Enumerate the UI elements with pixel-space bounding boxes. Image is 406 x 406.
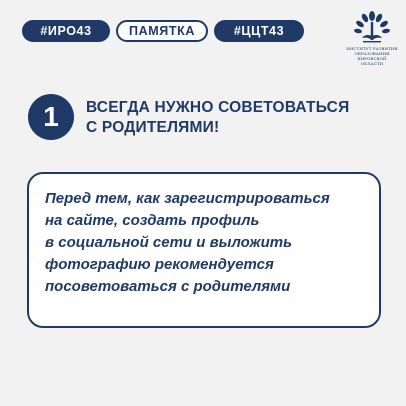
advice-text-line: в социальной сети и выложить — [45, 234, 293, 251]
tag-tsct43[interactable]: #ЦЦТ43 — [214, 20, 304, 42]
advice-text-line: Перед тем, как зарегистрироваться — [45, 190, 330, 207]
step-title-line: ВСЕГДА НУЖНО СОВЕТОВАТЬСЯ — [86, 99, 350, 116]
logo-caption-line: ОБРАЗОВАНИЯ — [354, 51, 390, 56]
advice-card — [27, 172, 381, 328]
advice-text-line: на сайте, создать профиль — [45, 212, 260, 229]
hashtag-row — [22, 20, 304, 42]
advice-text-line: фотографию рекомендуется — [45, 256, 274, 273]
logo-caption — [346, 46, 398, 66]
institute-logo — [346, 10, 398, 66]
tag-pamyatka[interactable]: ПАМЯТКА — [116, 20, 208, 42]
advice-text — [45, 188, 365, 298]
logo-caption-line: ИНСТИТУТ РАЗВИТИЯ — [346, 46, 398, 51]
step-title-line: С РОДИТЕЛЯМИ! — [86, 119, 220, 136]
step-number-badge: 1 — [28, 94, 74, 140]
tree-emblem-icon — [346, 10, 398, 46]
logo-caption-line: КИРОВСКОЙ ОБЛАСТИ — [357, 56, 387, 66]
advice-text-line: посоветоваться с родителями — [45, 278, 291, 295]
tag-iro43[interactable]: #ИРО43 — [22, 20, 110, 42]
step-title — [86, 98, 386, 138]
